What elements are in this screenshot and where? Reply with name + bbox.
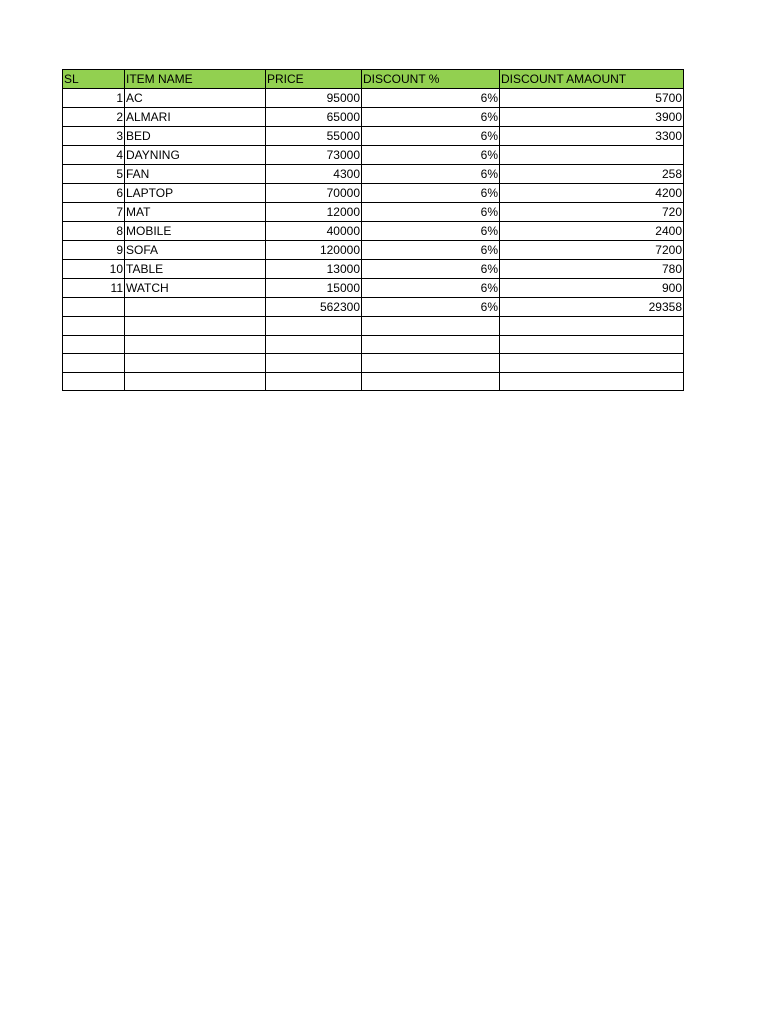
cell-item-name[interactable]: TABLE [125, 260, 266, 279]
table-row [63, 372, 684, 391]
table-row [63, 89, 684, 108]
cell-discount-amount[interactable] [500, 146, 684, 165]
cell-sl[interactable]: 6 [63, 184, 125, 203]
table-row [63, 222, 684, 241]
cell-discount-percent[interactable]: 6% [362, 241, 500, 260]
table-body [63, 89, 684, 391]
cell-price[interactable]: 120000 [266, 241, 362, 260]
table-row [63, 146, 684, 165]
table-row [63, 165, 684, 184]
cell-discount-amount[interactable] [500, 372, 684, 391]
cell-discount-percent[interactable]: 6% [362, 165, 500, 184]
header-discount-amount[interactable]: DISCOUNT AMAOUNT [500, 70, 684, 89]
cell-discount-percent[interactable]: 6% [362, 146, 500, 165]
cell-item-name[interactable]: FAN [125, 165, 266, 184]
cell-discount-percent[interactable] [362, 317, 500, 336]
cell-discount-percent[interactable]: 6% [362, 260, 500, 279]
table-row [63, 279, 684, 298]
cell-item-name[interactable] [125, 335, 266, 354]
cell-sl[interactable]: 10 [63, 260, 125, 279]
cell-discount-amount[interactable] [500, 354, 684, 373]
cell-price[interactable]: 12000 [266, 203, 362, 222]
cell-item-name[interactable]: DAYNING [125, 146, 266, 165]
cell-item-name[interactable]: WATCH [125, 279, 266, 298]
cell-price[interactable] [266, 372, 362, 391]
cell-discount-percent[interactable]: 6% [362, 298, 500, 317]
cell-discount-amount[interactable]: 5700 [500, 89, 684, 108]
cell-item-name[interactable] [125, 354, 266, 373]
cell-item-name[interactable]: AC [125, 89, 266, 108]
table-row [63, 260, 684, 279]
cell-discount-amount[interactable]: 29358 [500, 298, 684, 317]
header-price[interactable]: PRICE [266, 70, 362, 89]
cell-price[interactable]: 70000 [266, 184, 362, 203]
cell-sl[interactable]: 5 [63, 165, 125, 184]
discount-table [62, 69, 684, 391]
cell-sl[interactable] [63, 335, 125, 354]
cell-sl[interactable] [63, 372, 125, 391]
cell-discount-percent[interactable]: 6% [362, 184, 500, 203]
cell-discount-amount[interactable]: 258 [500, 165, 684, 184]
table-row [63, 335, 684, 354]
cell-price[interactable]: 13000 [266, 260, 362, 279]
cell-sl[interactable]: 4 [63, 146, 125, 165]
cell-sl[interactable]: 3 [63, 127, 125, 146]
cell-item-name[interactable]: ALMARI [125, 108, 266, 127]
cell-discount-amount[interactable] [500, 335, 684, 354]
cell-price[interactable] [266, 335, 362, 354]
cell-discount-percent[interactable]: 6% [362, 89, 500, 108]
cell-discount-amount[interactable] [500, 317, 684, 336]
cell-price[interactable]: 55000 [266, 127, 362, 146]
cell-sl[interactable]: 1 [63, 89, 125, 108]
cell-sl[interactable]: 11 [63, 279, 125, 298]
cell-discount-amount[interactable]: 2400 [500, 222, 684, 241]
cell-discount-amount[interactable]: 900 [500, 279, 684, 298]
cell-item-name[interactable]: MOBILE [125, 222, 266, 241]
cell-sl[interactable]: 7 [63, 203, 125, 222]
table-row [63, 203, 684, 222]
cell-discount-percent[interactable] [362, 372, 500, 391]
cell-discount-amount[interactable]: 7200 [500, 241, 684, 260]
cell-price[interactable]: 65000 [266, 108, 362, 127]
cell-item-name[interactable]: BED [125, 127, 266, 146]
header-sl[interactable]: SL [63, 70, 125, 89]
cell-discount-amount[interactable]: 4200 [500, 184, 684, 203]
table-row [63, 127, 684, 146]
cell-discount-percent[interactable]: 6% [362, 203, 500, 222]
cell-sl[interactable] [63, 298, 125, 317]
cell-item-name[interactable] [125, 317, 266, 336]
cell-discount-percent[interactable] [362, 335, 500, 354]
table-row [63, 108, 684, 127]
table-row [63, 298, 684, 317]
cell-price[interactable] [266, 317, 362, 336]
cell-discount-amount[interactable]: 720 [500, 203, 684, 222]
cell-discount-percent[interactable]: 6% [362, 279, 500, 298]
table-row [63, 241, 684, 260]
table-row [63, 317, 684, 336]
cell-discount-percent[interactable]: 6% [362, 222, 500, 241]
cell-discount-amount[interactable]: 3300 [500, 127, 684, 146]
cell-sl[interactable]: 9 [63, 241, 125, 260]
cell-discount-amount[interactable]: 3900 [500, 108, 684, 127]
cell-item-name[interactable]: SOFA [125, 241, 266, 260]
cell-price[interactable]: 40000 [266, 222, 362, 241]
cell-item-name[interactable]: MAT [125, 203, 266, 222]
table-row [63, 354, 684, 373]
header-item-name[interactable]: ITEM NAME [125, 70, 266, 89]
cell-price[interactable]: 15000 [266, 279, 362, 298]
cell-sl[interactable]: 2 [63, 108, 125, 127]
cell-discount-percent[interactable]: 6% [362, 108, 500, 127]
cell-discount-percent[interactable]: 6% [362, 127, 500, 146]
cell-sl[interactable] [63, 354, 125, 373]
cell-item-name[interactable] [125, 372, 266, 391]
cell-discount-percent[interactable] [362, 354, 500, 373]
cell-sl[interactable] [63, 317, 125, 336]
table-row [63, 184, 684, 203]
cell-price[interactable] [266, 354, 362, 373]
cell-sl[interactable]: 8 [63, 222, 125, 241]
cell-price[interactable]: 562300 [266, 298, 362, 317]
cell-price[interactable]: 4300 [266, 165, 362, 184]
header-discount-percent[interactable]: DISCOUNT % [362, 70, 500, 89]
cell-discount-amount[interactable]: 780 [500, 260, 684, 279]
cell-item-name[interactable] [125, 298, 266, 317]
header-row [63, 70, 684, 89]
cell-price[interactable]: 73000 [266, 146, 362, 165]
cell-item-name[interactable]: LAPTOP [125, 184, 266, 203]
cell-price[interactable]: 95000 [266, 89, 362, 108]
